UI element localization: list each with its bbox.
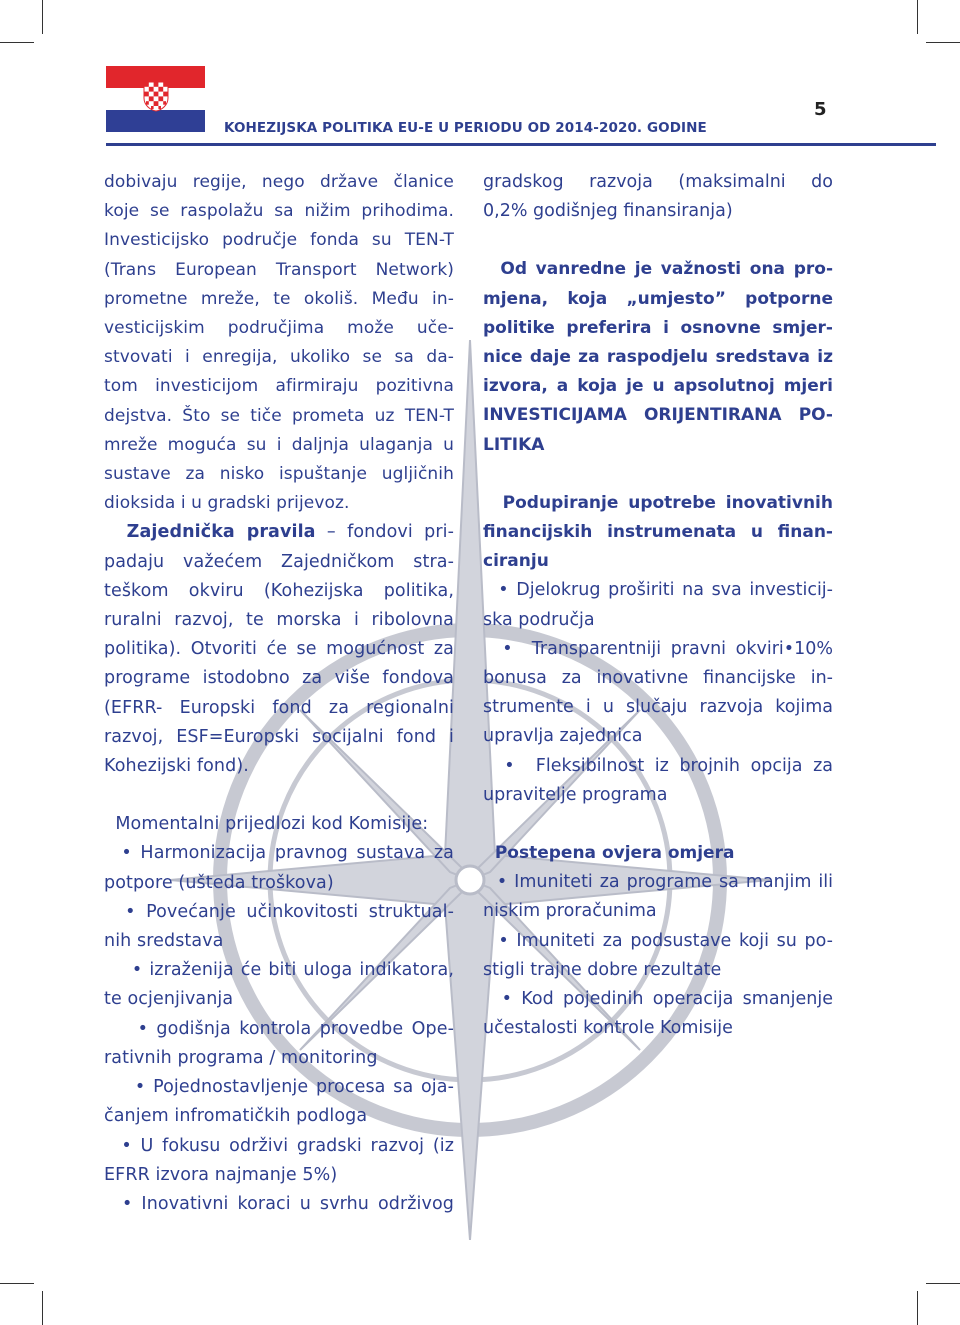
text-line: politika). Otvoriti će se mogućnost za <box>104 639 454 660</box>
header-rule <box>106 143 936 146</box>
left-column <box>104 168 454 1219</box>
text-line: Kohezijski fond). <box>104 756 249 777</box>
text-line: dioksida i u gradski prijevoz. <box>104 493 350 514</box>
bullet-line: • Inovativni koraci u svrhu održivog <box>104 1193 454 1214</box>
paragraph-key-change <box>483 255 833 459</box>
crop-mark-top-right-h <box>926 42 960 43</box>
text-line: (EFRR- Europski fond za regionalni <box>104 697 454 718</box>
crop-mark-top-left-v <box>42 0 43 34</box>
text-line: sustave za nisko ispuštanje ugljičnih <box>104 464 454 485</box>
text-line: strumente i u slučaju razvoja kojima <box>483 697 833 718</box>
text-line: čanjem infromatičkih podloga <box>104 1106 368 1127</box>
text-line: teškom okviru (Kohezijska politika, <box>104 580 454 601</box>
text-line: 0,2% godišnjeg finansiranja) <box>483 201 733 222</box>
text-line: Od vanredne je važnosti ona pro- <box>483 259 833 280</box>
section-heading: Podupiranje upotrebe inovativnih <box>483 492 833 513</box>
text-line: ruralni razvoj, te morska i ribolovna <box>104 610 454 631</box>
section-heading: Postepena ovjera omjera <box>483 843 735 864</box>
text-line: nice daje za raspodjelu sredstava iz <box>483 347 833 368</box>
text-line: potpore (ušteda troškova) <box>104 872 334 893</box>
text-line: rativnih programa / monitoring <box>104 1047 378 1068</box>
text-line: razvoj, ESF=Europski socijalni fond i <box>104 726 454 747</box>
bullet-line: • godišnja kontrola provedbe Ope- <box>104 1018 454 1039</box>
paragraph-common-rules <box>104 518 454 781</box>
bullet-line: • Djelokrug proširiti na sva investicij- <box>483 580 833 601</box>
bullet-line: • Imuniteti za programe sa manjim ili <box>483 872 833 893</box>
text-line: EFRR izvora najmanje 5%) <box>104 1164 338 1185</box>
text-line: prometne mreže, te okoliš. Među in- <box>104 288 454 309</box>
bullet-line: • Transparentniji pravni okviri•10% <box>483 638 833 659</box>
bullet-line: • U fokusu održivi gradski razvoj (iz <box>104 1135 454 1156</box>
text-line: dejstva. Što se tiče prometa uz TEN-T <box>104 405 454 426</box>
bullet-line: • Harmonizacija pravnog sustava za <box>104 843 454 864</box>
text-line: Investicijsko područje fonda su TEN-T <box>104 230 454 251</box>
croatian-flag-icon <box>106 66 205 132</box>
paragraph-urban-development <box>483 168 833 226</box>
text-line: (Trans European Transport Network) <box>104 259 454 280</box>
text-line: učestalosti kontrole Komisije <box>483 1018 733 1039</box>
text-line: koje se raspolažu sa nižim prihodima. <box>104 201 454 222</box>
bullet-line: • Povećanje učinkovitosti struktual- <box>104 901 454 922</box>
text-line: padaju važećem Zajedničkom stra- <box>104 551 454 572</box>
text-line: bonusa za inovativne financijske in- <box>483 668 833 689</box>
paragraph-regions <box>104 168 454 518</box>
coat-of-arms-icon <box>143 80 169 112</box>
text-line: upravlja zajednica <box>483 726 643 747</box>
section-heading: financijskih instrumenata u finan- <box>483 522 833 543</box>
right-column <box>483 168 833 1043</box>
crop-mark-bottom-right-h <box>926 1283 960 1284</box>
text-line: tom investicijom afirmiraju pozitivna <box>104 376 454 397</box>
crop-mark-bottom-right-v <box>917 1291 918 1325</box>
text-line: upravitelje programa <box>483 784 668 805</box>
text-line: nih sredstava <box>104 931 224 952</box>
crop-mark-bottom-left-h <box>0 1283 34 1284</box>
text-line: gradskog razvoja (maksimalni do <box>483 172 833 192</box>
text-line: mreže moguća su i daljnja ulaganja u <box>104 434 454 455</box>
paragraph-gradual-verification <box>483 839 833 1043</box>
text-line: politike preferira i osnovne smjer- <box>483 317 833 338</box>
crop-mark-bottom-left-v <box>42 1291 43 1325</box>
text-line: LITIKA <box>483 434 545 455</box>
text-line: stigli trajne dobre rezultate <box>483 959 722 980</box>
bullet-line: • Imuniteti za podsustave koji su po- <box>483 930 833 951</box>
text-line: vesticijskim područjima može uče- <box>104 318 454 339</box>
bullet-line: • Fleksibilnost iz brojnih opcija za <box>483 755 833 776</box>
paragraph-financial-instruments <box>483 489 833 810</box>
text-line: niskim proračunima <box>483 901 657 922</box>
text-line: te ocjenjivanja <box>104 989 234 1010</box>
text-line: INVESTICIJAMA ORIJENTIRANA PO- <box>483 405 833 426</box>
crop-mark-top-left-h <box>0 42 34 43</box>
text-line: programe istodobno za više fondova <box>104 668 454 689</box>
text-line-lead <box>104 518 454 547</box>
common-rules-heading: Zajednička pravila <box>126 522 316 543</box>
text-line: ska područja <box>483 609 595 630</box>
bullet-line: • Pojednostavljenje procesa sa oja- <box>104 1077 454 1098</box>
text-line: dobivaju regije, nego države članice <box>104 172 454 192</box>
text-line: mjena, koja „umjesto” potporne <box>483 288 833 309</box>
common-rules-lead-rest: – fondovi pri- <box>315 522 455 543</box>
bullet-line: • izraženija će biti uloga indikatora, <box>104 960 454 981</box>
text-line: izvora, a koja je u apsolutnoj mjeri <box>483 376 833 397</box>
text-line: Momentalni prijedlozi kod Komisije: <box>104 814 429 835</box>
header-title: KOHEZIJSKA POLITIKA EU-E U PERIODU OD 2014-2020. GODINE <box>224 120 707 136</box>
section-heading: ciranju <box>483 551 549 572</box>
text-line: stvovati i enregija, ukoliko se sa da- <box>104 347 454 368</box>
crop-mark-top-right-v <box>917 0 918 34</box>
page-number: 5 <box>814 99 827 120</box>
paragraph-commission-proposals <box>104 810 454 1219</box>
bullet-line: • Kod pojedinih operacija smanjenje <box>483 989 833 1010</box>
